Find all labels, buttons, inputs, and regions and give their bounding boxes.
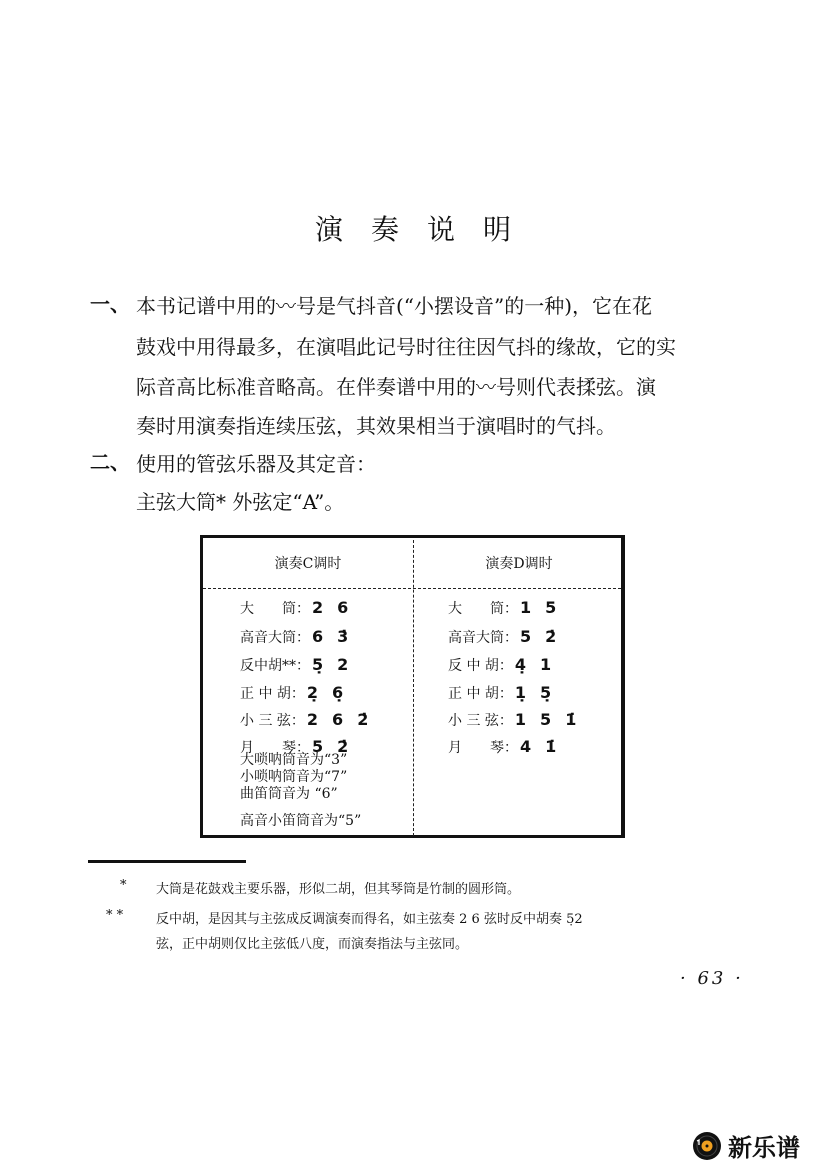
instrument-label: 月 琴： bbox=[448, 740, 518, 756]
section-2-number: 二、 bbox=[90, 450, 130, 474]
page-title: 演奏说明 bbox=[314, 213, 539, 246]
pitch-note: 5 bbox=[540, 710, 552, 729]
instrument-label: 高音大筒： bbox=[448, 630, 518, 646]
table-column-divider bbox=[413, 540, 414, 836]
right-instrument-row bbox=[448, 627, 556, 647]
wind-note: 曲笛筒音为 “6” bbox=[240, 786, 338, 802]
wind-note: 小唢呐筒音为“7” bbox=[240, 769, 348, 785]
pitch-note: 2̇ bbox=[545, 627, 557, 646]
pitch-note: 1̣ bbox=[514, 683, 527, 702]
pitch-note: 1̇ bbox=[545, 737, 557, 756]
pitch-note: 1 bbox=[514, 710, 527, 729]
pitch-note: 1 bbox=[540, 655, 552, 674]
footnote-1-mark: * bbox=[120, 878, 127, 893]
right-instrument-row bbox=[448, 710, 576, 730]
footnote-2-mark: * * bbox=[106, 908, 124, 923]
instrument-label: 反中胡**： bbox=[240, 658, 310, 674]
pitch-note: 2 bbox=[337, 655, 349, 674]
pitch-note: 5̣ bbox=[312, 655, 324, 674]
right-instrument-row bbox=[448, 655, 551, 675]
pitch-note: 2̇ bbox=[357, 710, 369, 729]
wind-note: 高音小笛筒音为“5” bbox=[240, 813, 362, 829]
pitch-note: 6̣ bbox=[332, 683, 344, 702]
right-instrument-row bbox=[448, 737, 556, 757]
pitch-note: 2 bbox=[312, 598, 324, 617]
watermark-logo bbox=[692, 1128, 800, 1163]
section-1-line-2: 鼓戏中用得最多，在演唱此记号时往往因气抖的缘故，它的实 bbox=[136, 335, 676, 359]
left-instrument-row bbox=[240, 655, 348, 675]
section-1-line-1: 本书记谱中用的〰号是气抖音(“小摆设音”的一种)，它在花 bbox=[136, 294, 653, 318]
section-1-line-4: 奏时用演奏指连续压弦，其效果相当于演唱时的气抖。 bbox=[136, 414, 616, 438]
left-instrument-row bbox=[240, 598, 348, 618]
pitch-note: 2̣ bbox=[306, 683, 319, 702]
instrument-label: 反 中 胡： bbox=[448, 658, 513, 674]
wind-note: 大唢呐筒音为“3” bbox=[240, 752, 348, 768]
pitch-note: 4 bbox=[520, 737, 532, 756]
instrument-label: 小 三 弦： bbox=[240, 713, 305, 729]
pitch-note: 6 bbox=[312, 627, 324, 646]
footnote-1-text: 大筒是花鼓戏主要乐器，形似二胡，但其琴筒是竹制的圆形筒。 bbox=[156, 882, 521, 897]
right-instrument-row bbox=[448, 683, 551, 703]
pitch-note: 2̇ bbox=[337, 737, 349, 756]
footnote-rule bbox=[88, 860, 246, 863]
instrument-label: 正 中 胡： bbox=[240, 686, 305, 702]
pitch-note: 5 bbox=[520, 627, 532, 646]
left-instrument-row bbox=[240, 683, 343, 703]
page-number: · 63 · bbox=[680, 968, 744, 989]
pitch-note: 1 bbox=[520, 598, 532, 617]
section-1-number: 一、 bbox=[90, 292, 130, 316]
left-wind-notes bbox=[240, 752, 361, 830]
section-2-line-2: 主弦大筒* 外弦定“A”。 bbox=[136, 490, 345, 514]
instrument-label: 大 筒： bbox=[448, 601, 518, 617]
left-instrument-row bbox=[240, 710, 368, 730]
left-instrument-row bbox=[240, 627, 348, 647]
pitch-note: 5 bbox=[312, 737, 324, 756]
pitch-note: 6 bbox=[332, 710, 344, 729]
footnote-2-text-line-1: 反中胡，是因其与主弦成反调演奏而得名，如主弦奏 2 6 弦时反中胡奏 5̣2 bbox=[156, 912, 583, 927]
right-instrument-row bbox=[448, 598, 556, 618]
table-header-divider bbox=[203, 588, 621, 589]
section-1-line-3: 际音高比标准音略高。在伴奏谱中用的〰号则代表揉弦。演 bbox=[136, 375, 656, 399]
table-header-d-key: 演奏D调时 bbox=[485, 556, 553, 572]
vinyl-record-icon bbox=[692, 1131, 722, 1161]
pitch-note: 3̇ bbox=[337, 627, 349, 646]
watermark-text: 新乐谱 bbox=[728, 1134, 800, 1162]
pitch-note: 6 bbox=[337, 598, 349, 617]
instrument-label: 月 琴： bbox=[240, 740, 310, 756]
pitch-note: 5̣ bbox=[540, 683, 552, 702]
instrument-label: 正 中 胡： bbox=[448, 686, 513, 702]
pitch-note: 1̇ bbox=[565, 710, 577, 729]
instrument-label: 大 筒： bbox=[240, 601, 310, 617]
pitch-note: 2 bbox=[306, 710, 319, 729]
section-2-line-1: 使用的管弦乐器及其定音： bbox=[136, 452, 376, 476]
pitch-note: 4̣ bbox=[514, 655, 527, 674]
footnote-2-text-line-2: 弦，正中胡则仅比主弦低八度，而演奏指法与主弦同。 bbox=[156, 937, 469, 952]
instrument-label: 小 三 弦： bbox=[448, 713, 513, 729]
instrument-label: 高音大筒： bbox=[240, 630, 310, 646]
pitch-note: 5 bbox=[545, 598, 557, 617]
table-header-c-key: 演奏C调时 bbox=[274, 556, 342, 572]
